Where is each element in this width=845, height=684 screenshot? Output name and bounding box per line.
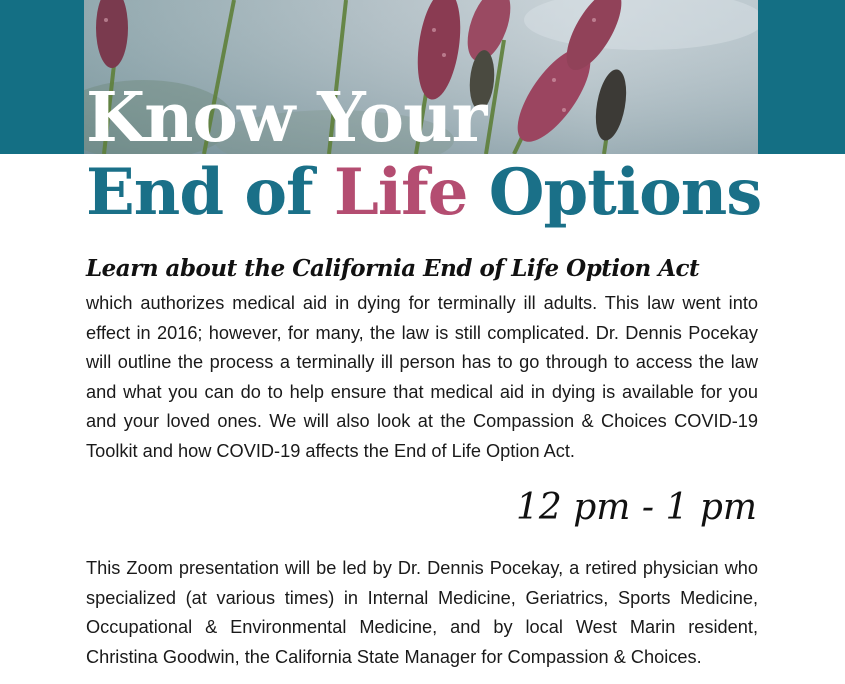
event-time: 12 pm - 1 pm bbox=[515, 487, 757, 528]
title-line-1: Know Your bbox=[86, 78, 487, 158]
title-end-of: End of bbox=[86, 155, 313, 230]
title-line-2 bbox=[86, 154, 761, 232]
title-options: Options bbox=[488, 155, 762, 230]
presenter-paragraph: This Zoom presentation will be led by Dr. Dennis Pocekay, a retired physician who specialized (at various times) in Internal Medicine, Geriatrics, Sports Medicine, Occupational & Environmental Medicine, and by local West Marin resident, Christina Goodwin, the California State Manager for Compassion & Choices. bbox=[86, 558, 758, 667]
description-paragraph: which authorizes medical aid in dying for terminally ill adults. This law went into effect in 2016; however, for many, the law is still complicated. Dr. Dennis Pocekay will outline the process a terminally ill person has to go through to access the law and what you can do to help ensure that medical aid in dying is available for you and your loved ones. We will also look at the Compassion & Choices COVID-19 Toolkit and how COVID-19 affects the End of Life Option Act. bbox=[86, 293, 758, 461]
title-life: Life bbox=[333, 155, 468, 230]
lead-heading: Learn about the California End of Life Option Act bbox=[86, 255, 700, 282]
